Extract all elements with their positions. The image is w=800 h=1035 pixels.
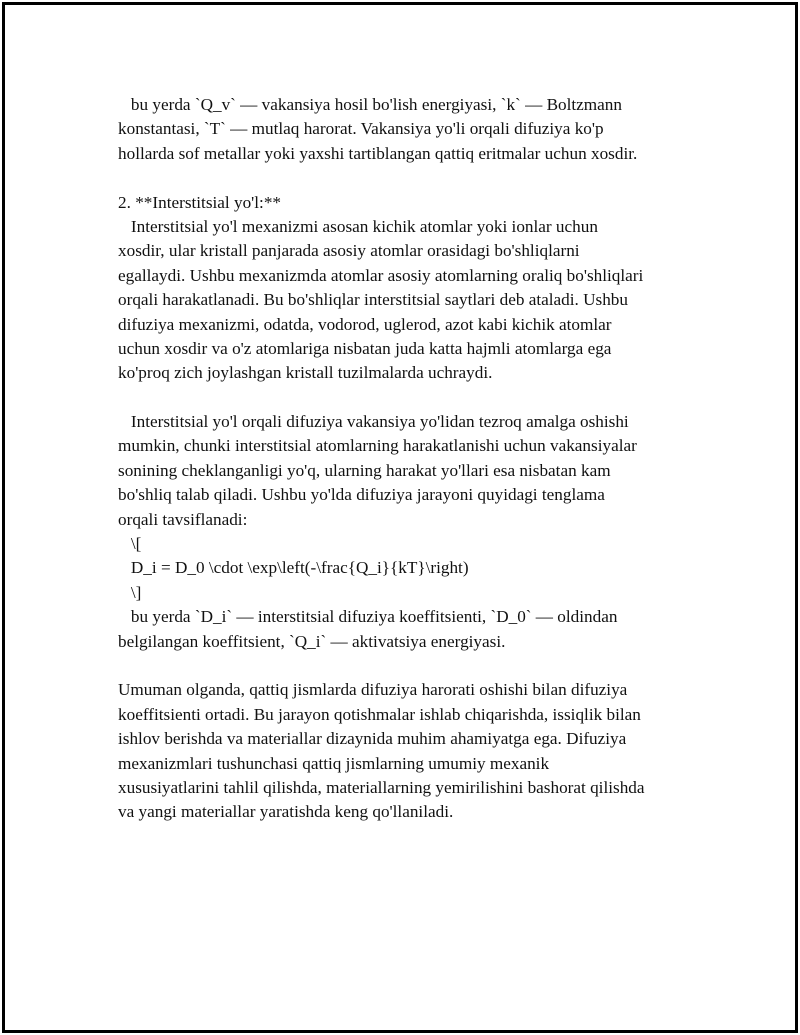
text-line: orqali tavsiflanadi: xyxy=(118,509,248,529)
text-line: ko'proq zich joylashgan kristall tuzilmalarda uchraydi. xyxy=(118,363,493,383)
text-line: ishlov berishda va materiallar dizaynida muhim ahamiyatga ega. Difuziya xyxy=(118,729,627,749)
text-line: sonining cheklanganligi yo'q, ularning harakat yo'llari esa nisbatan kam xyxy=(118,460,611,480)
text-line: Interstitsial yo'l orqali difuziya vakansiya yo'lidan tezroq amalga oshishi xyxy=(118,412,629,432)
text-line: belgilangan koeffitsient, `Q_i` — aktivatsiya energiyasi. xyxy=(118,631,506,651)
paragraph-gap xyxy=(118,166,708,190)
text-line: Interstitsial yo'l mexanizmi asosan kichik atomlar yoki ionlar uchun xyxy=(118,216,598,236)
text-line: bu yerda `D_i` — interstitsial difuziya koeffitsienti, `D_0` — oldindan xyxy=(118,607,618,627)
paragraph xyxy=(118,93,708,166)
text-line: konstantasi, `T` — mutlaq harorat. Vakansiya yo'li orqali difuziya ko'p xyxy=(118,119,604,139)
text-line: uchun xosdir va o'z atomlariga nisbatan juda katta hajmli atomlarga ega xyxy=(118,338,612,358)
text-line: Umuman olganda, qattiq jismlarda difuziya harorati oshishi bilan difuziya xyxy=(118,680,628,700)
document-body xyxy=(118,93,708,825)
text-line: hollarda sof metallar yoki yaxshi tartiblangan qattiq eritmalar uchun xosdir. xyxy=(118,143,638,163)
text-line: va yangi materiallar yaratishda keng qo'llaniladi. xyxy=(118,802,454,822)
paragraph-gap xyxy=(118,654,708,678)
paragraph xyxy=(118,410,708,654)
text-line: \[ xyxy=(118,534,142,554)
text-line: D_i = D_0 \cdot \exp\left(-\frac{Q_i}{kT}\right) xyxy=(118,558,469,578)
text-line: mexanizmlari tushunchasi qattiq jismlarning umumiy mexanik xyxy=(118,753,550,773)
text-line: xosdir, ular kristall panjarada asosiy atomlar orasidagi bo'shliqlarni xyxy=(118,241,580,261)
text-line: bu yerda `Q_v` — vakansiya hosil bo'lish energiyasi, `k` — Boltzmann xyxy=(118,95,622,114)
text-line: bo'shliq talab qiladi. Ushbu yo'lda difuziya jarayoni quyidagi tenglama xyxy=(118,485,605,505)
paragraph xyxy=(118,678,708,824)
paragraph-gap xyxy=(118,386,708,410)
text-line: orqali harakatlanadi. Bu bo'shliqlar interstitsial saytlari deb ataladi. Ushbu xyxy=(118,290,628,310)
text-line: \] xyxy=(118,582,142,602)
text-line: xususiyatlarini tahlil qilishda, materiallarning yemirilishini bashorat qilishda xyxy=(118,777,645,797)
text-line: mumkin, chunki interstitsial atomlarning harakatlanishi uchun vakansiyalar xyxy=(118,436,637,456)
text-line: difuziya mexanizmi, odatda, vodorod, uglerod, azot kabi kichik atomlar xyxy=(118,314,612,334)
text-line: 2. **Interstitsial yo'l:** xyxy=(118,192,282,212)
text-line: koeffitsienti ortadi. Bu jarayon qotishmalar ishlab chiqarishda, issiqlik bilan xyxy=(118,704,641,724)
paragraph xyxy=(118,191,708,386)
text-line: egallaydi. Ushbu mexanizmda atomlar asosiy atomlarning oraliq bo'shliqlari xyxy=(118,265,644,285)
